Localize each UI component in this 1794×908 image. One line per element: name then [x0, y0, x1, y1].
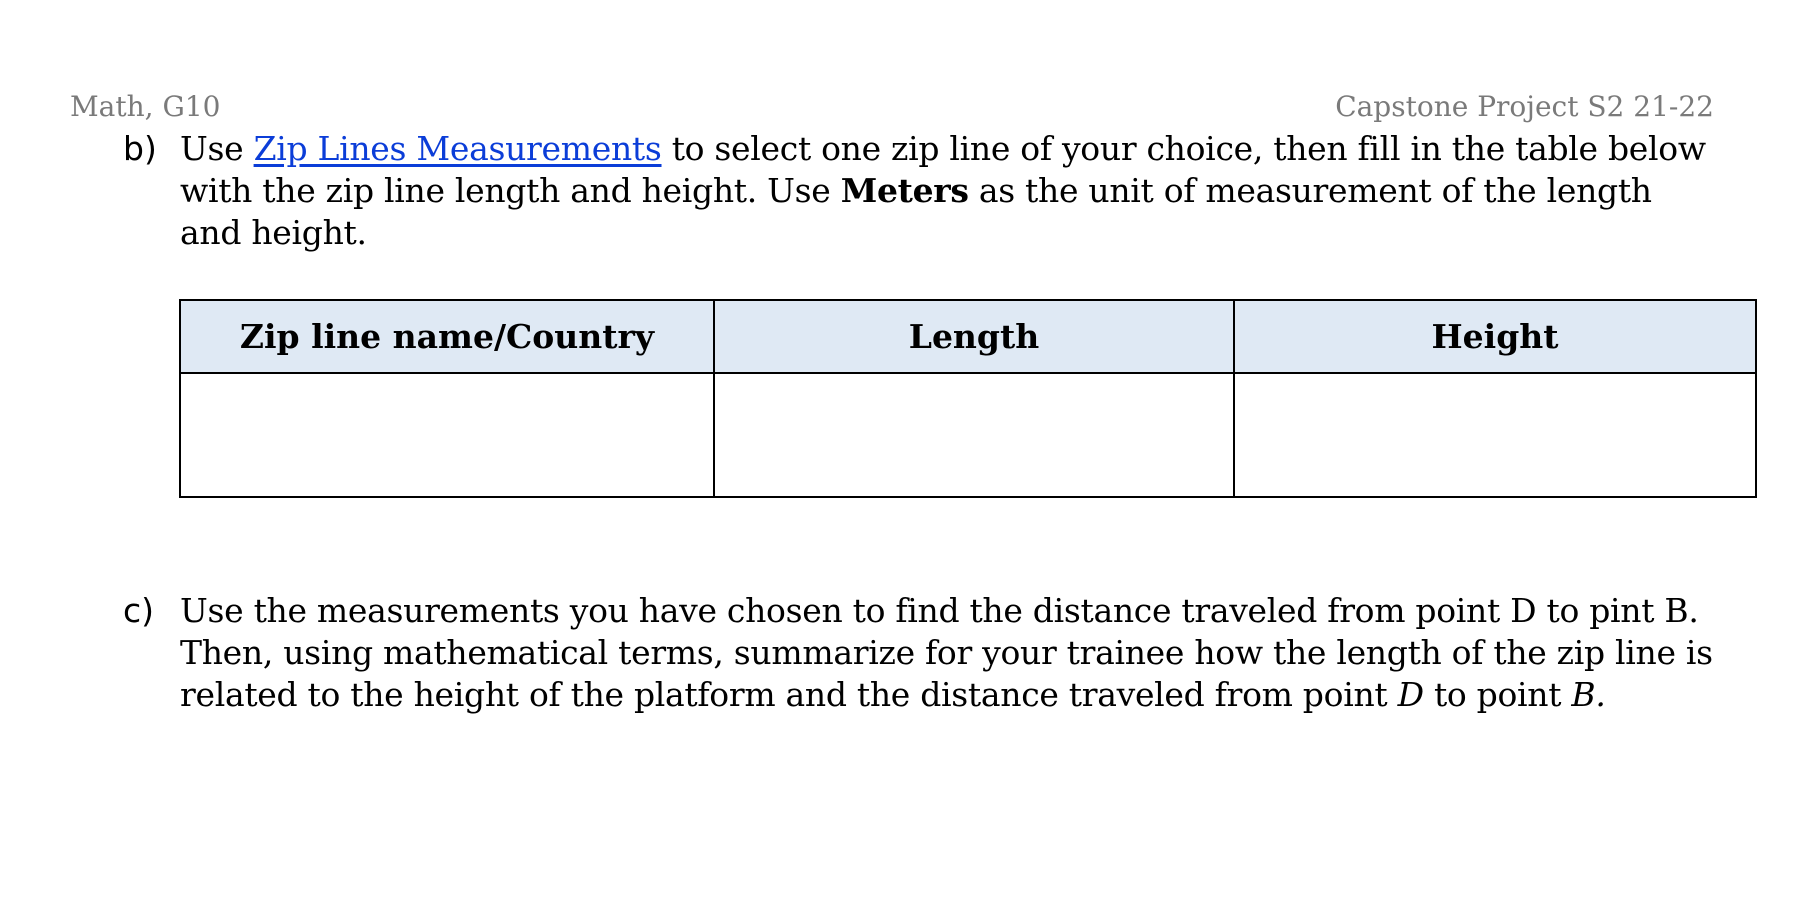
- point-d-italic: D: [1397, 675, 1424, 714]
- zip-lines-measurements-link[interactable]: Zip Lines Measurements: [253, 129, 662, 168]
- question-b-marker: b): [123, 129, 157, 168]
- meters-bold-text: Meters: [840, 171, 969, 210]
- question-b-text-start: Use: [180, 129, 254, 168]
- header-height: Height: [1234, 300, 1756, 373]
- cell-length[interactable]: [714, 373, 1234, 497]
- question-b: [123, 128, 1713, 254]
- question-c-text: [180, 590, 1713, 716]
- question-b-text-end: as the unit of measurement of the length and height.: [180, 171, 1652, 252]
- header-project: Capstone Project S2 21-22: [1335, 90, 1714, 123]
- question-c-text-middle: to point: [1423, 675, 1572, 714]
- table-header-row: [180, 300, 1756, 373]
- question-c: [123, 590, 1713, 716]
- measurement-table: [179, 299, 1757, 498]
- question-c-text-start: Use the measurements you have chosen to find the distance traveled from point D to pint B. Then, using mathematical terms, summarize for your trainee how the length of the zip line is related to the height of the platform and the distance traveled from point: [180, 591, 1713, 714]
- table-row: [180, 373, 1756, 497]
- question-c-marker: c): [123, 591, 155, 630]
- cell-zip-line-name[interactable]: [180, 373, 714, 497]
- header-subject: Math, G10: [70, 90, 221, 123]
- header-length: Length: [714, 300, 1234, 373]
- point-b-italic: B.: [1571, 675, 1606, 714]
- question-b-text: [180, 128, 1713, 254]
- cell-height[interactable]: [1234, 373, 1756, 497]
- question-b-text-middle: to select one zip line of your choice, then fill in the table below with the zip line length and height. Use: [180, 129, 1706, 210]
- header-zip-line-name: Zip line name/Country: [180, 300, 714, 373]
